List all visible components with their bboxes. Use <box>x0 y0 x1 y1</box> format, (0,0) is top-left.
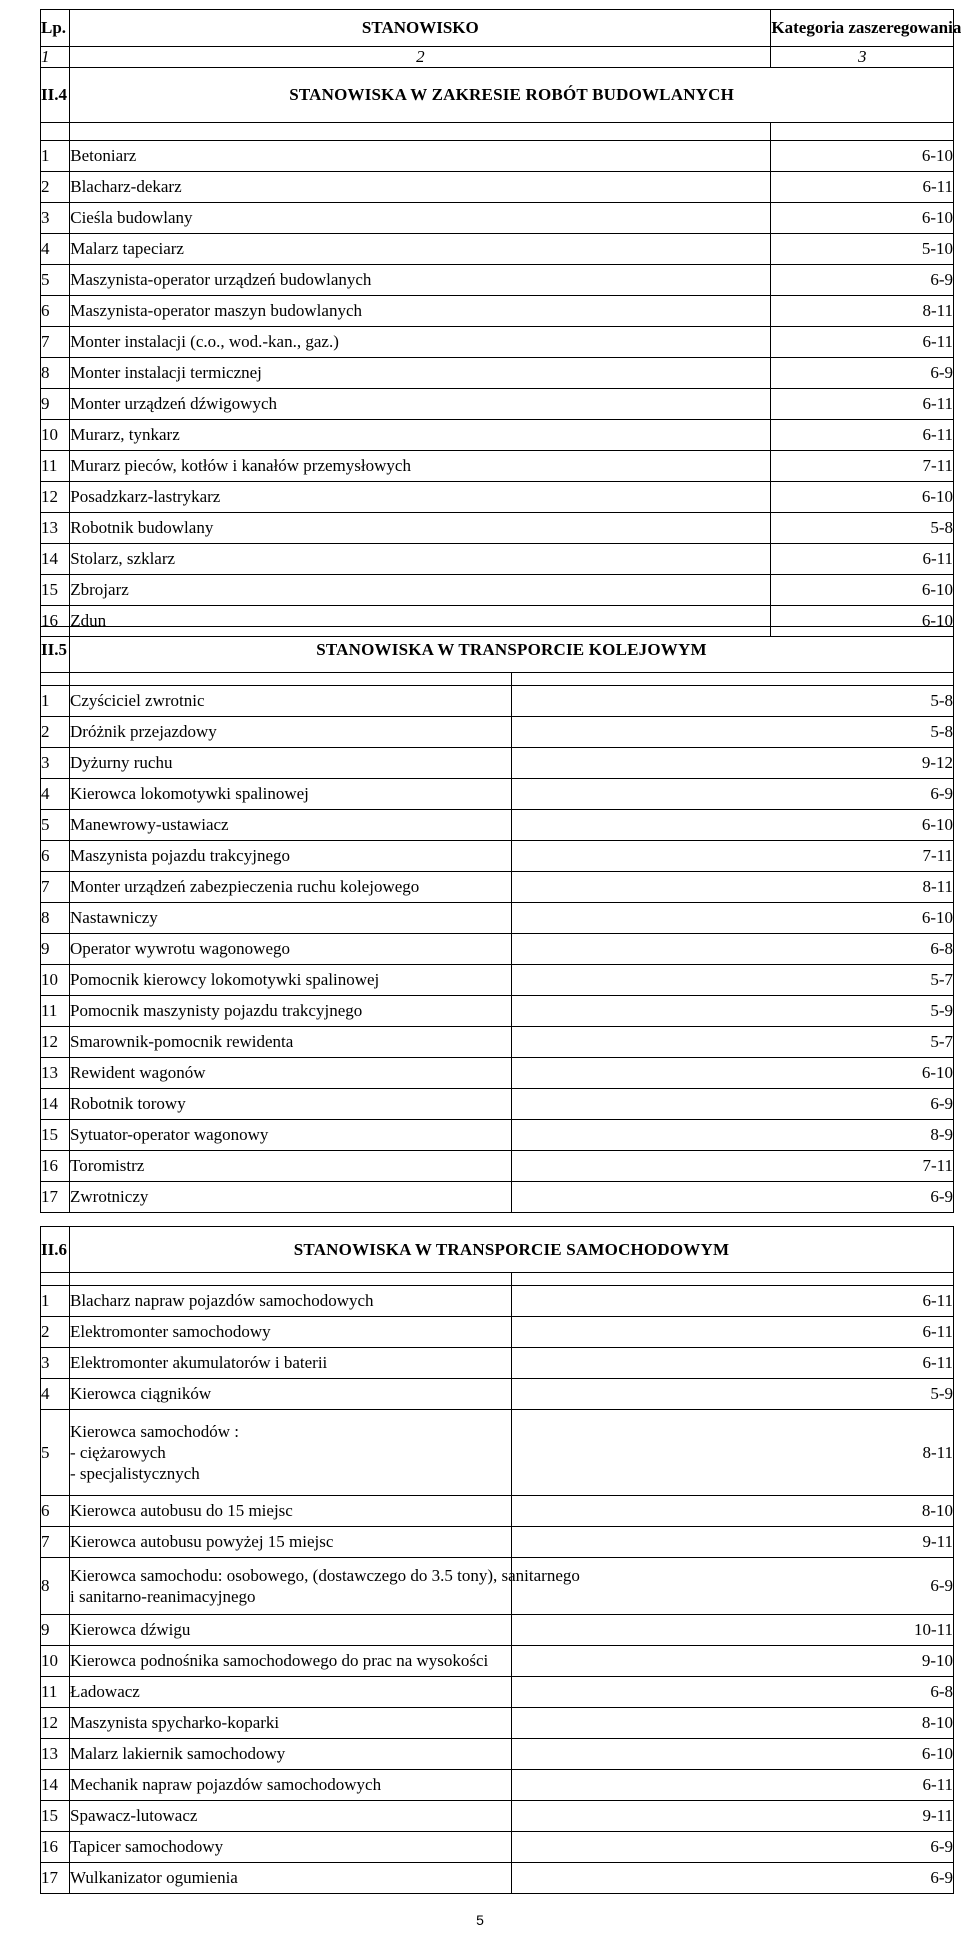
row-lp: 16 <box>41 1832 70 1863</box>
table-row <box>41 934 954 965</box>
row-kategoria: 6-9 <box>512 1832 954 1863</box>
row-kategoria: 6-10 <box>512 903 954 934</box>
row-kategoria: 8-11 <box>512 1410 954 1496</box>
row-kategoria: 6-11 <box>771 327 954 358</box>
row-kategoria: 5-8 <box>512 717 954 748</box>
row-lp: 15 <box>41 575 70 606</box>
row-lp: 14 <box>41 544 70 575</box>
row-lp: 11 <box>41 996 70 1027</box>
row-lp: 1 <box>41 1286 70 1317</box>
column-number-1: 1 <box>41 47 70 68</box>
row-kategoria: 6-10 <box>512 1739 954 1770</box>
table-row <box>41 1182 954 1213</box>
row-stanowisko-line-1: Kierowca samochodu: osobowego, (dostawczego do 3.5 tony), sanitarnego <box>70 1566 580 1585</box>
table-row <box>41 141 954 172</box>
row-lp: 11 <box>41 1677 70 1708</box>
row-lp: 4 <box>41 1379 70 1410</box>
spacer-row <box>41 673 954 686</box>
row-kategoria: 6-10 <box>512 810 954 841</box>
row-stanowisko: Monter urządzeń zabezpieczenia ruchu kolejowego <box>70 872 512 903</box>
row-lp: 12 <box>41 1708 70 1739</box>
header-kategoria: Kategoria zaszeregowania <box>771 10 954 47</box>
row-stanowisko: Maszynista spycharko-koparki <box>70 1708 512 1739</box>
row-lp: 12 <box>41 1027 70 1058</box>
table-row <box>41 903 954 934</box>
table-row <box>41 1089 954 1120</box>
row-kategoria: 6-8 <box>512 934 954 965</box>
column-number-2: 2 <box>70 47 771 68</box>
row-stanowisko: Czyściciel zwrotnic <box>70 686 512 717</box>
row-kategoria: 6-9 <box>512 1182 954 1213</box>
table-row <box>41 1379 954 1410</box>
row-kategoria: 6-11 <box>512 1286 954 1317</box>
table-row <box>41 779 954 810</box>
table-row <box>41 1286 954 1317</box>
row-kategoria: 6-9 <box>512 1558 954 1615</box>
column-numbers-row <box>41 47 954 68</box>
table-row <box>41 1527 954 1558</box>
section-title: STANOWISKA W TRANSPORCIE KOLEJOWYM <box>70 627 954 673</box>
table-row <box>41 296 954 327</box>
row-stanowisko: Blacharz-dekarz <box>70 172 771 203</box>
row-lp: 8 <box>41 903 70 934</box>
table-automotive <box>40 1226 954 1894</box>
table-row <box>41 1348 954 1379</box>
row-lp: 1 <box>41 686 70 717</box>
table-row <box>41 810 954 841</box>
table-row <box>41 1739 954 1770</box>
row-stanowisko: Sytuator-operator wagonowy <box>70 1120 512 1151</box>
row-stanowisko: Maszynista-operator maszyn budowlanych <box>70 296 771 327</box>
row-stanowisko: Elektromonter akumulatorów i baterii <box>70 1348 512 1379</box>
section-title: STANOWISKA W TRANSPORCIE SAMOCHODOWYM <box>70 1227 954 1273</box>
row-lp: 12 <box>41 482 70 513</box>
row-lp: 7 <box>41 872 70 903</box>
row-stanowisko: Elektromonter samochodowy <box>70 1317 512 1348</box>
row-lp: 5 <box>41 265 70 296</box>
row-lp: 6 <box>41 1496 70 1527</box>
table-row <box>41 717 954 748</box>
row-stanowisko: Zdun <box>70 606 771 637</box>
row-stanowisko <box>70 1410 512 1496</box>
row-lp: 3 <box>41 748 70 779</box>
row-kategoria: 6-11 <box>512 1348 954 1379</box>
table-row <box>41 265 954 296</box>
section-header-row <box>41 68 954 123</box>
row-kategoria: 6-11 <box>771 420 954 451</box>
row-stanowisko: Kierowca podnośnika samochodowego do prac na wysokości <box>70 1646 512 1677</box>
row-lp: 7 <box>41 1527 70 1558</box>
row-kategoria: 7-11 <box>771 451 954 482</box>
table-row <box>41 420 954 451</box>
row-stanowisko: Rewident wagonów <box>70 1058 512 1089</box>
row-lp: 15 <box>41 1801 70 1832</box>
row-stanowisko: Manewrowy-ustawiacz <box>70 810 512 841</box>
page-number: 5 <box>476 1912 484 1928</box>
section-code: II.5 <box>41 627 70 673</box>
table-row <box>41 1832 954 1863</box>
header-row <box>41 10 954 47</box>
row-stanowisko: Dróżnik przejazdowy <box>70 717 512 748</box>
row-stanowisko: Posadzkarz-lastrykarz <box>70 482 771 513</box>
row-lp: 14 <box>41 1770 70 1801</box>
row-lp: 9 <box>41 1615 70 1646</box>
row-lp: 13 <box>41 1739 70 1770</box>
row-stanowisko: Monter urządzeń dźwigowych <box>70 389 771 420</box>
row-lp: 3 <box>41 203 70 234</box>
row-kategoria: 6-11 <box>771 389 954 420</box>
row-lp: 2 <box>41 172 70 203</box>
row-stanowisko: Robotnik torowy <box>70 1089 512 1120</box>
row-stanowisko: Nastawniczy <box>70 903 512 934</box>
row-kategoria: 6-9 <box>512 1863 954 1894</box>
row-kategoria: 8-10 <box>512 1496 954 1527</box>
table-row <box>41 1410 954 1496</box>
table-row <box>41 1120 954 1151</box>
spacer-row <box>41 1273 954 1286</box>
table-construction <box>40 9 961 637</box>
row-stanowisko: Kierowca lokomotywki spalinowej <box>70 779 512 810</box>
table-row <box>41 1770 954 1801</box>
row-stanowisko-line-3: - specjalistycznych <box>70 1464 200 1483</box>
row-kategoria: 9-10 <box>512 1646 954 1677</box>
row-stanowisko: Robotnik budowlany <box>70 513 771 544</box>
table-row <box>41 1558 954 1615</box>
row-lp: 8 <box>41 1558 70 1615</box>
table-row <box>41 996 954 1027</box>
row-stanowisko: Ładowacz <box>70 1677 512 1708</box>
table-row <box>41 327 954 358</box>
row-lp: 10 <box>41 965 70 996</box>
row-lp: 16 <box>41 606 70 637</box>
row-kategoria: 5-9 <box>512 1379 954 1410</box>
row-stanowisko: Kierowca autobusu powyżej 15 miejsc <box>70 1527 512 1558</box>
table-row <box>41 482 954 513</box>
row-stanowisko-line-2: - ciężarowych <box>70 1443 166 1462</box>
row-lp: 4 <box>41 779 70 810</box>
row-kategoria: 6-10 <box>771 141 954 172</box>
row-lp: 2 <box>41 1317 70 1348</box>
row-kategoria: 6-11 <box>512 1317 954 1348</box>
row-lp: 6 <box>41 841 70 872</box>
row-kategoria: 6-10 <box>771 482 954 513</box>
row-lp: 8 <box>41 358 70 389</box>
section-title: STANOWISKA W ZAKRESIE ROBÓT BUDOWLANYCH <box>70 68 954 123</box>
row-kategoria: 7-11 <box>512 841 954 872</box>
row-stanowisko: Mechanik napraw pojazdów samochodowych <box>70 1770 512 1801</box>
header-lp: Lp. <box>41 10 70 47</box>
row-lp: 17 <box>41 1182 70 1213</box>
row-kategoria: 6-11 <box>512 1770 954 1801</box>
row-kategoria: 8-11 <box>512 872 954 903</box>
row-kategoria: 6-10 <box>771 606 954 637</box>
row-stanowisko: Murarz, tynkarz <box>70 420 771 451</box>
table-row <box>41 748 954 779</box>
row-kategoria: 9-11 <box>512 1801 954 1832</box>
row-lp: 13 <box>41 1058 70 1089</box>
row-lp: 17 <box>41 1863 70 1894</box>
table-row <box>41 1646 954 1677</box>
table-row <box>41 1863 954 1894</box>
header-stanowisko: STANOWISKO <box>70 10 771 47</box>
row-kategoria: 6-10 <box>771 575 954 606</box>
table-row <box>41 172 954 203</box>
row-kategoria: 8-11 <box>771 296 954 327</box>
section-header-row <box>41 627 954 673</box>
row-stanowisko: Zwrotniczy <box>70 1182 512 1213</box>
row-stanowisko: Kierowca autobusu do 15 miejsc <box>70 1496 512 1527</box>
row-kategoria: 6-9 <box>512 1089 954 1120</box>
table-row <box>41 1496 954 1527</box>
row-stanowisko: Pomocnik maszynisty pojazdu trakcyjnego <box>70 996 512 1027</box>
row-kategoria: 10-11 <box>512 1615 954 1646</box>
row-stanowisko: Maszynista pojazdu trakcyjnego <box>70 841 512 872</box>
row-lp: 2 <box>41 717 70 748</box>
table-row <box>41 389 954 420</box>
row-stanowisko: Stolarz, szklarz <box>70 544 771 575</box>
table-railway <box>40 626 954 1213</box>
column-number-3: 3 <box>771 47 954 68</box>
row-kategoria: 6-10 <box>771 203 954 234</box>
row-stanowisko: Kierowca ciągników <box>70 1379 512 1410</box>
table-row <box>41 965 954 996</box>
row-stanowisko: Monter instalacji termicznej <box>70 358 771 389</box>
row-lp: 9 <box>41 934 70 965</box>
row-stanowisko: Tapicer samochodowy <box>70 1832 512 1863</box>
table-row <box>41 451 954 482</box>
row-lp: 14 <box>41 1089 70 1120</box>
row-kategoria: 6-9 <box>771 358 954 389</box>
table-row <box>41 513 954 544</box>
row-lp: 13 <box>41 513 70 544</box>
row-stanowisko: Spawacz-lutowacz <box>70 1801 512 1832</box>
section-code: II.4 <box>41 68 70 123</box>
row-kategoria: 9-11 <box>512 1527 954 1558</box>
row-kategoria: 5-8 <box>512 686 954 717</box>
row-stanowisko: Zbrojarz <box>70 575 771 606</box>
row-stanowisko: Malarz tapeciarz <box>70 234 771 265</box>
table-row <box>41 1058 954 1089</box>
table-row <box>41 203 954 234</box>
row-stanowisko: Blacharz napraw pojazdów samochodowych <box>70 1286 512 1317</box>
table-row <box>41 1317 954 1348</box>
row-kategoria: 7-11 <box>512 1151 954 1182</box>
row-stanowisko: Monter instalacji (c.o., wod.-kan., gaz.) <box>70 327 771 358</box>
row-kategoria: 8-10 <box>512 1708 954 1739</box>
table-row <box>41 1027 954 1058</box>
table-row <box>41 1801 954 1832</box>
row-lp: 5 <box>41 810 70 841</box>
row-lp: 4 <box>41 234 70 265</box>
row-lp: 10 <box>41 1646 70 1677</box>
row-lp: 16 <box>41 1151 70 1182</box>
row-stanowisko-line-1: Kierowca samochodów : <box>70 1422 240 1441</box>
row-stanowisko: Kierowca dźwigu <box>70 1615 512 1646</box>
row-lp: 6 <box>41 296 70 327</box>
row-kategoria: 8-9 <box>512 1120 954 1151</box>
row-kategoria: 9-12 <box>512 748 954 779</box>
row-kategoria: 6-11 <box>771 544 954 575</box>
section-header-row <box>41 1227 954 1273</box>
row-kategoria: 6-10 <box>512 1058 954 1089</box>
row-stanowisko: Malarz lakiernik samochodowy <box>70 1739 512 1770</box>
row-lp: 7 <box>41 327 70 358</box>
table-row <box>41 1708 954 1739</box>
row-stanowisko-line-2: i sanitarno-reanimacyjnego <box>70 1587 256 1606</box>
table-row <box>41 1151 954 1182</box>
section-code: II.6 <box>41 1227 70 1273</box>
table-row <box>41 872 954 903</box>
row-lp: 11 <box>41 451 70 482</box>
row-stanowisko <box>70 1558 580 1615</box>
table-row <box>41 575 954 606</box>
table-row <box>41 1677 954 1708</box>
table-row <box>41 841 954 872</box>
spacer-row <box>41 123 954 141</box>
table-row <box>41 686 954 717</box>
row-lp: 9 <box>41 389 70 420</box>
row-stanowisko: Smarownik-pomocnik rewidenta <box>70 1027 512 1058</box>
row-kategoria: 5-10 <box>771 234 954 265</box>
row-lp: 5 <box>41 1410 70 1496</box>
table-row <box>41 544 954 575</box>
row-stanowisko: Operator wywrotu wagonowego <box>70 934 512 965</box>
row-stanowisko: Murarz pieców, kotłów i kanałów przemysłowych <box>70 451 771 482</box>
row-lp: 15 <box>41 1120 70 1151</box>
row-lp: 3 <box>41 1348 70 1379</box>
row-kategoria: 5-7 <box>512 965 954 996</box>
row-lp: 1 <box>41 141 70 172</box>
row-kategoria: 5-8 <box>771 513 954 544</box>
row-stanowisko: Cieśla budowlany <box>70 203 771 234</box>
row-stanowisko: Wulkanizator ogumienia <box>70 1863 512 1894</box>
table-row <box>41 234 954 265</box>
row-kategoria: 6-9 <box>512 779 954 810</box>
row-kategoria: 5-9 <box>512 996 954 1027</box>
row-stanowisko: Pomocnik kierowcy lokomotywki spalinowej <box>70 965 512 996</box>
row-kategoria: 5-7 <box>512 1027 954 1058</box>
table-row <box>41 358 954 389</box>
row-kategoria: 6-8 <box>512 1677 954 1708</box>
row-stanowisko: Dyżurny ruchu <box>70 748 512 779</box>
row-stanowisko: Toromistrz <box>70 1151 512 1182</box>
row-stanowisko: Betoniarz <box>70 141 771 172</box>
row-kategoria: 6-11 <box>771 172 954 203</box>
table-row <box>41 1615 954 1646</box>
row-lp: 10 <box>41 420 70 451</box>
row-stanowisko: Maszynista-operator urządzeń budowlanych <box>70 265 771 296</box>
row-kategoria: 6-9 <box>771 265 954 296</box>
